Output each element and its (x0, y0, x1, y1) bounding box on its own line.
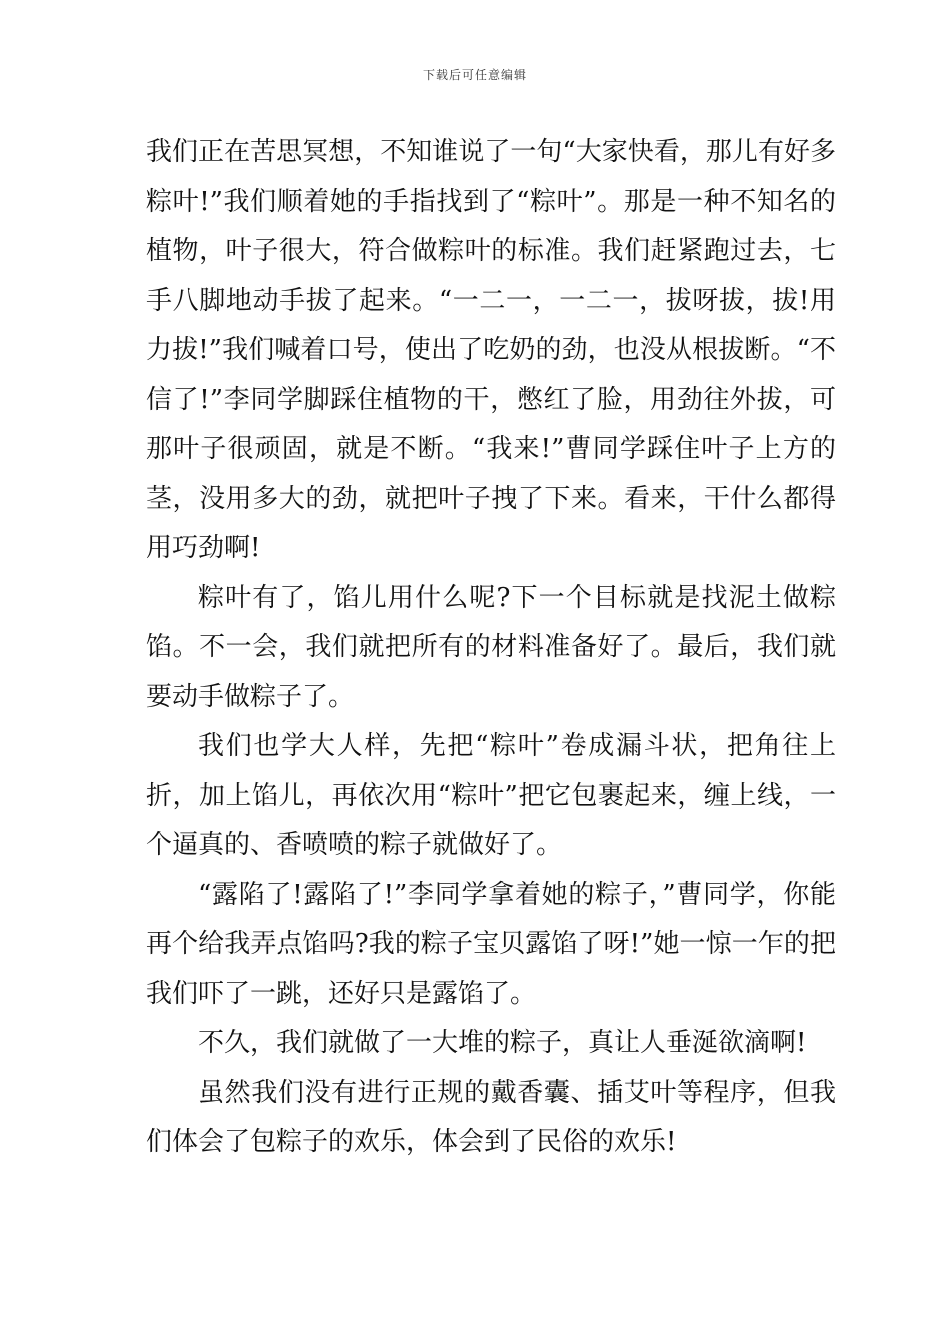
document-body (146, 128, 836, 1168)
paragraph-1: 我们正在苦思冥想，不知谁说了一句“大家快看，那儿有好多粽叶!”我们顺着她的手指找到了“粽叶”。那是一种不知名的植物，叶子很大，符合做粽叶的标准。我们赶紧跑过去，七手八脚地动手拔了起来。“一二一，一二一，拔呀拔，拔!用力拔!”我们喊着口号，使出了吃奶的劲，也没从根拔断。“不信了!”李同学脚踩住植物的干，憋红了脸，用劲往外拔，可那叶子很顽固，就是不断。“我来!”曹同学踩住叶子上方的茎，没用多大的劲，就把叶子拽了下来。看来，干什么都得用巧劲啊! (146, 137, 836, 563)
paragraph-4: “露陷了!露陷了!”李同学拿着她的粽子，”曹同学，你能再个给我弄点馅吗?我的粽子宝贝露馅了呀!”她一惊一乍的把我们吓了一跳，还好只是露馅了。 (146, 879, 836, 1009)
paragraph-3: 我们也学大人样，先把“粽叶”卷成漏斗状，把角往上折，加上馅儿，再依次用“粽叶”把它包裹起来，缠上线，一个逼真的、香喷喷的粽子就做好了。 (146, 731, 836, 860)
paragraph-2: 粽叶有了，馅儿用什么呢?下一个目标就是找泥土做粽馅。不一会，我们就把所有的材料准备好了。最后，我们就要动手做粽子了。 (146, 582, 836, 712)
paragraph-6: 虽然我们没有进行正规的戴香囊、插艾叶等程序，但我们体会了包粽子的欢乐，体会到了民俗的欢乐! (146, 1077, 836, 1157)
page-header: 下载后可任意编辑 (422, 68, 527, 82)
paragraph-5: 不久，我们就做了一大堆的粽子，真让人垂涎欲滴啊! (198, 1028, 807, 1058)
